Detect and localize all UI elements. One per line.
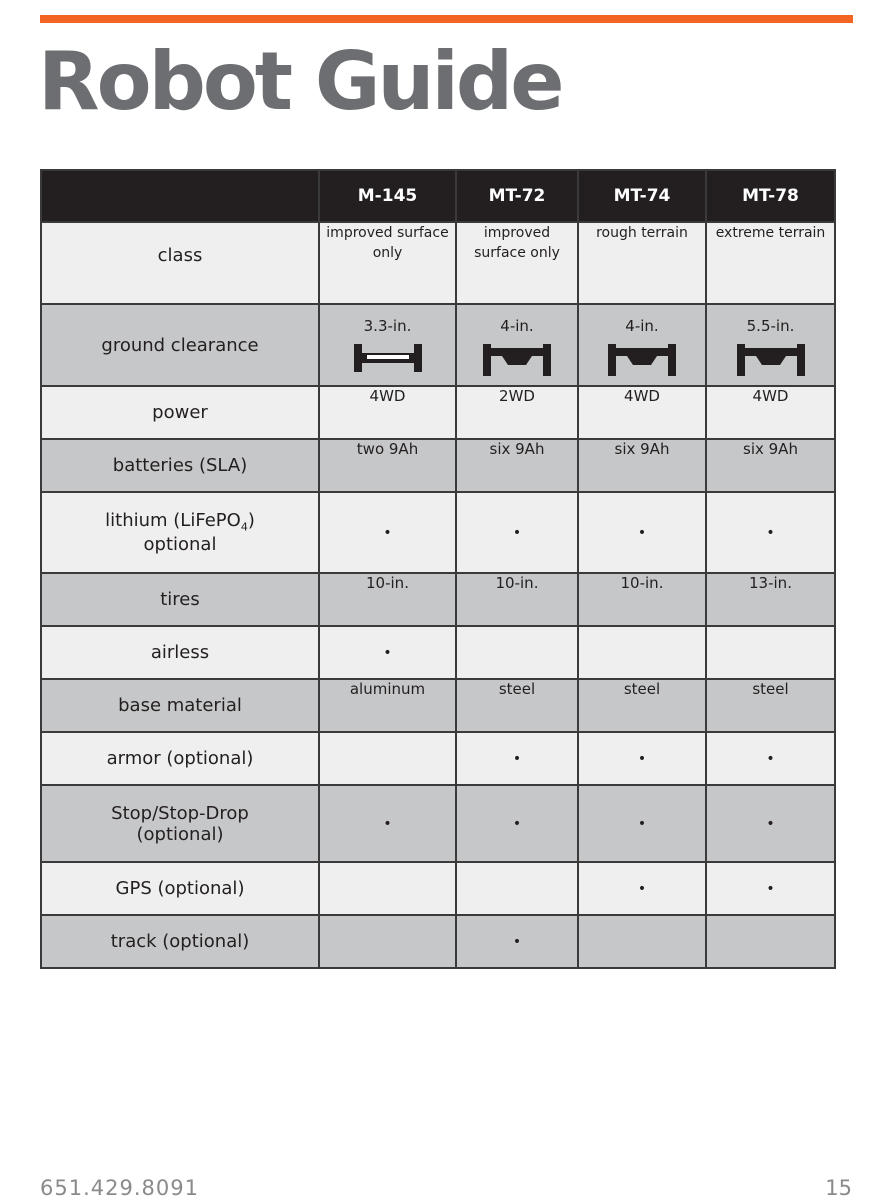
- table-cell: [706, 304, 835, 386]
- clearance-value: 4-in.: [500, 317, 534, 335]
- accent-bar: [40, 15, 853, 23]
- table-cell: •: [706, 492, 835, 573]
- row-label-main: lithium (LiFePO: [105, 510, 241, 532]
- table-row-power: [41, 386, 835, 439]
- table-cell: aluminum: [319, 679, 456, 732]
- table-cell: 4WD: [706, 386, 835, 439]
- row-label: power: [41, 386, 319, 439]
- table-cell: •: [456, 732, 578, 785]
- table-cell: [578, 626, 706, 679]
- row-label: ground clearance: [41, 304, 319, 386]
- axle-lifted-icon: [482, 343, 552, 377]
- table-cell: •: [456, 492, 578, 573]
- table-cell: 4WD: [319, 386, 456, 439]
- table-cell: rough terrain: [578, 222, 706, 304]
- table-row-armor: [41, 732, 835, 785]
- row-label: tires: [41, 573, 319, 626]
- table-row-class: [41, 222, 835, 304]
- table-row-ground-clearance: [41, 304, 835, 386]
- table-cell: [706, 626, 835, 679]
- table-row-tires: [41, 573, 835, 626]
- table-cell: •: [706, 862, 835, 915]
- clearance-value: 4-in.: [625, 317, 659, 335]
- table-cell: •: [578, 785, 706, 862]
- table-cell: [319, 862, 456, 915]
- table-row-lithium: [41, 492, 835, 573]
- row-label: base material: [41, 679, 319, 732]
- table-row-gps: [41, 862, 835, 915]
- table-cell: two 9Ah: [319, 439, 456, 492]
- table-cell: [706, 915, 835, 968]
- table-cell: •: [578, 492, 706, 573]
- row-label-end: ): [247, 510, 255, 532]
- header-mt-72: MT-72: [456, 170, 578, 222]
- table-cell: [456, 862, 578, 915]
- table-cell: 2WD: [456, 386, 578, 439]
- table-cell: 10-in.: [578, 573, 706, 626]
- page-number: 15: [825, 1176, 852, 1200]
- row-label: class: [41, 222, 319, 304]
- clearance-value: 5.5-in.: [746, 317, 795, 335]
- row-label: [41, 785, 319, 862]
- table-cell: •: [319, 492, 456, 573]
- header-mt-78: MT-78: [706, 170, 835, 222]
- table-row-stop-drop: [41, 785, 835, 862]
- header-m-145: M-145: [319, 170, 456, 222]
- axle-lifted-icon: [736, 343, 806, 377]
- row-label: batteries (SLA): [41, 439, 319, 492]
- table-cell: [456, 626, 578, 679]
- table-cell: improved surface only: [456, 222, 578, 304]
- row-label: track (optional): [41, 915, 319, 968]
- table-cell: •: [319, 785, 456, 862]
- robot-comparison-table: [40, 169, 836, 969]
- table-cell: 13-in.: [706, 573, 835, 626]
- table-cell: •: [578, 862, 706, 915]
- clearance-value: 3.3-in.: [363, 317, 412, 335]
- table-row-airless: [41, 626, 835, 679]
- header-mt-74: MT-74: [578, 170, 706, 222]
- table-cell: [319, 732, 456, 785]
- table-cell: six 9Ah: [706, 439, 835, 492]
- table-cell: steel: [456, 679, 578, 732]
- table-cell: [578, 304, 706, 386]
- row-label: [41, 492, 319, 573]
- table-cell: •: [319, 626, 456, 679]
- table-row-batteries: [41, 439, 835, 492]
- footer-phone-number: 651.429.8091: [40, 1176, 199, 1200]
- table-cell: [319, 304, 456, 386]
- table-cell: [319, 915, 456, 968]
- header-blank: [41, 170, 319, 222]
- table-cell: •: [578, 732, 706, 785]
- table-cell: improved surface only: [319, 222, 456, 304]
- row-label-line2: (optional): [136, 823, 224, 845]
- table-cell: •: [456, 785, 578, 862]
- axle-flat-icon: [353, 343, 423, 373]
- table-cell: 10-in.: [456, 573, 578, 626]
- table-cell: [578, 915, 706, 968]
- axle-lifted-icon: [607, 343, 677, 377]
- table-cell: •: [706, 785, 835, 862]
- row-label-line2: optional: [143, 533, 217, 555]
- table-cell: 4WD: [578, 386, 706, 439]
- table-cell: extreme terrain: [706, 222, 835, 304]
- table-header-row: [41, 170, 835, 222]
- table-cell: •: [706, 732, 835, 785]
- table-cell: steel: [706, 679, 835, 732]
- row-label: GPS (optional): [41, 862, 319, 915]
- row-label-subscript: 4: [240, 520, 248, 534]
- table-cell: 10-in.: [319, 573, 456, 626]
- table-row-track: [41, 915, 835, 968]
- row-label: airless: [41, 626, 319, 679]
- table-cell: six 9Ah: [578, 439, 706, 492]
- page-title: Robot Guide: [38, 35, 562, 128]
- table-cell: •: [456, 915, 578, 968]
- table-cell: six 9Ah: [456, 439, 578, 492]
- row-label-line1: Stop/Stop-Drop: [111, 802, 249, 824]
- table-cell: steel: [578, 679, 706, 732]
- table-cell: [456, 304, 578, 386]
- table-row-base-material: [41, 679, 835, 732]
- row-label: armor (optional): [41, 732, 319, 785]
